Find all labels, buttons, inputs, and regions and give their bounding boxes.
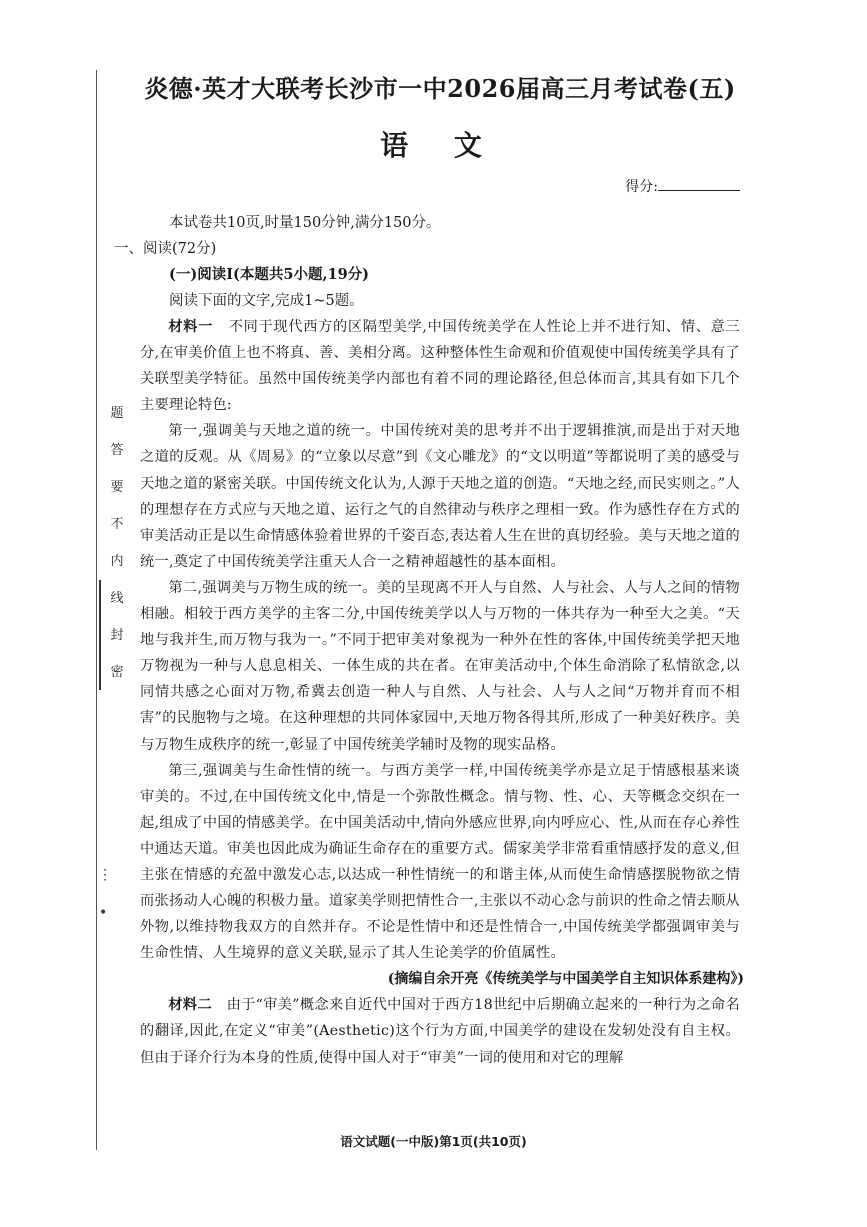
material1-paragraph [140,314,740,418]
binding-char: 密 [110,665,124,680]
instruction: 阅读下面的文字,完成1~5题。 [169,293,364,309]
binding-char: 封 [110,628,124,643]
material1-text: 不同于现代西方的区隔型美学,中国传统美学在人性论上并不进行知、情、意三分,在审美价值上也不将真、善、美相分离。这种整体性生命观和价值观使中国传统美学具有了关联型美学特征。虽然中国传统美学内部也有着不同的理论路径,但总体而言,其具有如下几个主要理论特色: [140,319,740,414]
score-label: 得分: [625,179,658,195]
exam-page [114,72,744,1071]
binding-char: 要 [110,480,124,495]
binding-char: 答 [110,443,124,458]
material1-point3: 第三,强调美与生命性情的统一。与西方美学一样,中国传统美学亦是立足于情感根基来谈审美的。不过,在中国传统文化中,情是一个弥散性概念。情与物、性、心、天等概念交织在一起,组成了中国的情感美学。在中国美活动中,情向外感应世界,向内呼应心、性,从而在存心养性中通达天道。审美也因此成为确证生命存在的重要方式。儒家美学非常看重情感抒发的意义,但主张在情感的充盈中激发心志,以达成一种性情统一的和谐主体,从而使生命情感摆脱物欲之情而张扬动人心魄的积极力量。道家美学则把情性合一,主张以不动心念与前识的性命之情去顺从外物,以维持物我双方的自然并存。不论是性情中和还是性情合一,中国传统美学都强调审美与生命性情、人生境界的意义关联,显示了其人生论美学的价值属性。 [140,762,740,962]
sub-section-heading: (一)阅读Ⅰ(本题共5小题,19分) [169,266,370,283]
score-blank[interactable] [658,176,740,191]
section-heading: 一、阅读(72分) [114,241,217,257]
material2-label: 材料二 [168,997,212,1014]
material1-point2: 第二,强调美与万物生成的统一。美的呈现离不开人与自然、人与社会、人与人之间的情物相融。相较于西方美学的主客二分,中国传统美学以人与万物的一体共存为一种至大之美。“天地与我并生,而万物与我为一。”不同于把审美对象视为一种外在性的客体,中国传统美学把天地万物视为一种与人息息相关、一体生成的共在者。在审美活动中,个体生命消除了私情欲念,以同情共感之心面对万物,希冀去创造一种人与自然、人与社会、人与人之间“万物并育而不相害”的民胞物与之境。在这种理想的共同体家园中,天地万物各得其所,形成了一种美好秩序。美与万物生成秩序的统一,彰显了中国传统美学辅时及物的现实品格。 [140,579,740,753]
subject-title: 语 文 [380,129,500,162]
material2-paragraph [140,992,740,1070]
page-footer: 语文试题(一中版)第1页(共10页) [340,1134,527,1149]
material1-source: (摘编自余开亮《传统美学与中国美学自主知识体系建构》) [387,971,744,988]
binding-bar [99,580,101,690]
binding-margin-text [110,395,124,691]
binding-char: 题 [110,406,124,421]
material1-label: 材料一 [168,319,214,335]
binding-char: 线 [110,591,124,606]
binding-dot: • [99,905,108,921]
material1-point1: 第一,强调美与天地之道的统一。中国传统对美的思考并不出于逻辑推演,而是出于对天地之道的反观。从《周易》的“立象以尽意”到《文心雕龙》的“文以明道”等都说明了美的感受与天地之道的紧密关联。中国传统文化认为,人源于天地之道的创造。“天地之经,而民实则之。”人的理想存在方式应与天地之道、运行之气的自然律动与秩序之理相一致。作为感性存在方式的审美活动正是以生命情感体验着世界的千姿百态,表达着人生在世的真切经验。美与天地之道的统一,奠定了中国传统美学注重天人合一之精神超越性的基本面相。 [140,423,740,570]
material2-text: 由于“审美”概念来自近代中国对于西方18世纪中后期确立起来的一种行为之命名的翻译,因此,在定义“审美”(Aesthetic)这个行为方面,中国美学的建设在发轫处没有自主权。但由于译介行为本身的性质,使得中国人对于“审美”一词的使用和对它的理解 [140,997,741,1066]
binding-char: 不 [110,517,124,532]
exam-intro: 本试卷共10页,时量150分钟,满分150分。 [169,215,441,231]
binding-dots: ⋮ [98,867,112,883]
score-field [140,176,740,198]
binding-char: 内 [110,554,124,569]
exam-title: 炎德·英才大联考长沙市一中2026届高三月考试卷(五) [144,74,736,103]
binding-line [96,70,97,1150]
